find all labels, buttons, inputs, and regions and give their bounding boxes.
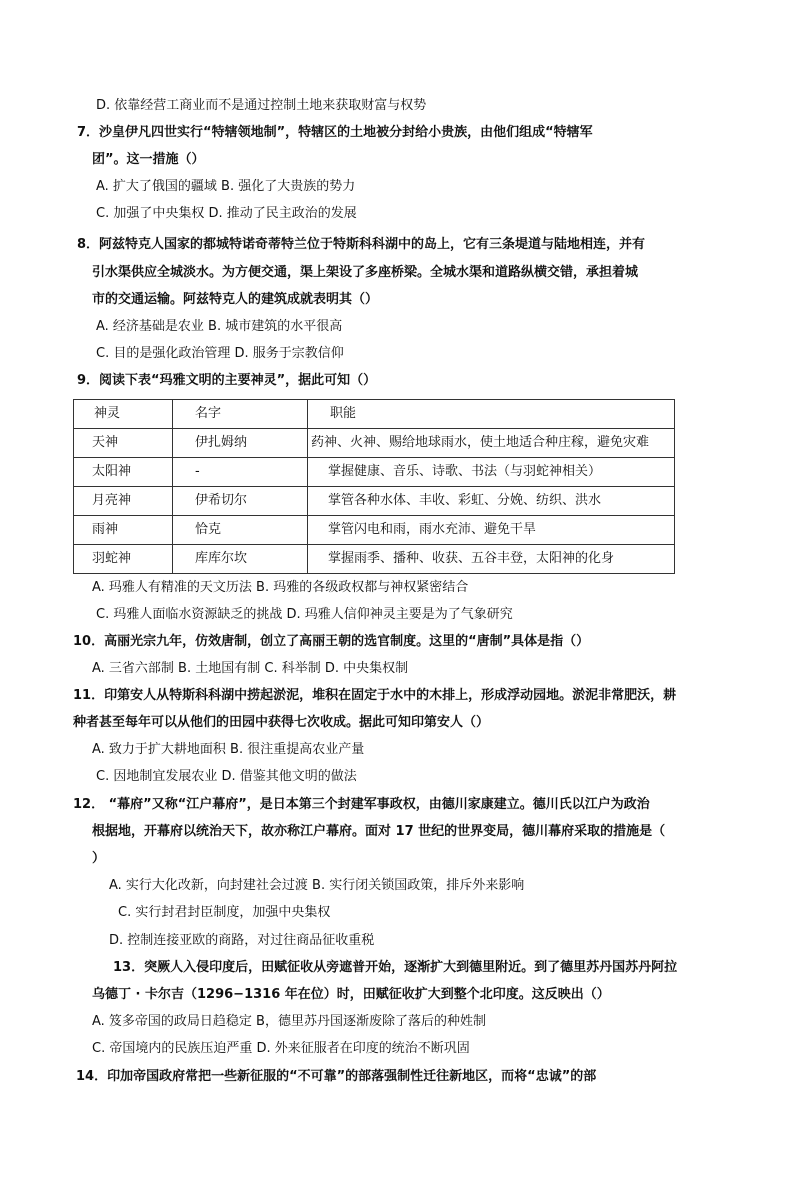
- cell-role: 掌握健康、音乐、诗歌、书法（与羽蛇神相关）: [308, 458, 675, 487]
- cell-role: 掌管闪电和雨，雨水充沛、避免干旱: [308, 516, 675, 545]
- table-header-row: [74, 400, 675, 429]
- q10-options: A. 三省六部制 B. 土地国有制 C. 科举制 D. 中央集权制: [92, 661, 409, 676]
- cell-god: 羽蛇神: [74, 545, 173, 574]
- cell-name: 伊希切尔: [173, 487, 308, 516]
- header-role: 职能: [308, 400, 675, 429]
- cell-role: 掌管各种水体、丰收、彩虹、分娩、纺织、洪水: [308, 487, 675, 516]
- q7-options-cd: C. 加强了中央集权 D. 推动了民主政治的发展: [96, 206, 357, 221]
- cell-god: 雨神: [74, 516, 173, 545]
- cell-role: 掌握雨季、播种、收获、五谷丰登，太阳神的化身: [308, 545, 675, 574]
- header-name: 名字: [173, 400, 308, 429]
- q11-options-cd: C. 因地制宜发展农业 D. 借鉴其他文明的做法: [96, 769, 357, 784]
- q7-stem-line2: 团”。这一措施（）: [92, 152, 205, 167]
- cell-god: 太阳神: [74, 458, 173, 487]
- q11-stem-line1: 11．印第安人从特斯科科湖中捞起淤泥，堆积在固定于水中的木排上，形成浮动园地。淤泥非常肥沃，耕: [73, 688, 677, 703]
- cell-role: 药神、火神、赐给地球雨水，使土地适合种庄稼，避免灾难: [308, 429, 675, 458]
- table-row: [74, 429, 675, 458]
- q8-options-ab: A. 经济基础是农业 B. 城市建筑的水平很高: [96, 319, 343, 334]
- cell-god: 天神: [74, 429, 173, 458]
- cell-name: -: [173, 458, 308, 487]
- cell-name: 恰克: [173, 516, 308, 545]
- q12-stem-line2: 根据地，开幕府以统治天下，故亦称江户幕府。面对 17 世纪的世界变局，德川幕府采取的措施是（: [92, 824, 666, 839]
- q11-stem-line2: 种者甚至每年可以从他们的田园中获得七次收成。据此可知印第安人（）: [73, 715, 490, 730]
- maya-gods-table: [73, 399, 675, 574]
- table-row: [74, 516, 675, 545]
- q8-stem-line3: 市的交通运输。阿兹特克人的建筑成就表明其（）: [92, 292, 379, 307]
- q12-options-ab: A. 实行大化改新，向封建社会过渡 B. 实行闭关锁国政策，排斥外来影响: [109, 878, 525, 893]
- q11-options-ab: A. 致力于扩大耕地面积 B. 很注重提高农业产量: [92, 742, 365, 757]
- q12-stem-line3: ）: [92, 851, 106, 866]
- q10-stem: 10．高丽光宗九年，仿效唐制，创立了高丽王朝的选官制度。这里的“唐制”具体是指（）: [73, 634, 590, 649]
- header-god: 神灵: [74, 400, 173, 429]
- table-row: [74, 545, 675, 574]
- q9-options-ab: A. 玛雅人有精准的天文历法 B. 玛雅的各级政权都与神权紧密结合: [92, 580, 469, 595]
- q9-options-cd: C. 玛雅人面临水资源缺乏的挑战 D. 玛雅人信仰神灵主要是为了气象研究: [96, 607, 513, 622]
- q13-options-ab: A. 笈多帝国的政局日趋稳定 B，德里苏丹国逐渐废除了落后的种姓制: [92, 1014, 486, 1029]
- q13-options-cd: C. 帝国境内的民族压迫严重 D. 外来征服者在印度的统治不断巩固: [92, 1041, 470, 1056]
- q6-option-d: D. 依靠经营工商业而不是通过控制土地来获取财富与权势: [96, 98, 427, 113]
- table-row: [74, 458, 675, 487]
- cell-name: 库库尔坎: [173, 545, 308, 574]
- q12-stem-line1: 12． “幕府”又称“江户幕府”，是日本第三个封建军事政权，由德川家康建立。德川氏以江户为政治: [73, 797, 650, 812]
- q13-stem-line2: 乌德丁 · 卡尔吉（1296−1316 年在位）时，田赋征收扩大到整个北印度。这反映出（）: [92, 987, 610, 1002]
- q12-option-c: C. 实行封君封臣制度，加强中央集权: [118, 905, 331, 920]
- cell-god: 月亮神: [74, 487, 173, 516]
- q9-stem: 9．阅读下表“玛雅文明的主要神灵”，据此可知（）: [77, 373, 377, 388]
- q7-options-ab: A. 扩大了俄国的疆域 B. 强化了大贵族的势力: [96, 179, 356, 194]
- q8-stem-line1: 8．阿兹特克人国家的都城特诺奇蒂特兰位于特斯科科湖中的岛上，它有三条堤道与陆地相连，并有: [77, 237, 646, 252]
- q7-stem-line1: 7．沙皇伊凡四世实行“特辖领地制”，特辖区的土地被分封给小贵族，由他们组成“特辖军: [77, 125, 593, 140]
- q14-stem-line1: 14．印加帝国政府常把一些新征服的“不可靠”的部落强制性迁往新地区，而将“忠诚”的部: [76, 1069, 597, 1084]
- q13-stem-line1: 13．突厥人入侵印度后，田赋征收从旁遮普开始，逐渐扩大到德里附近。到了德里苏丹国苏丹阿拉: [113, 960, 678, 975]
- q8-options-cd: C. 目的是强化政治管理 D. 服务于宗教信仰: [96, 346, 344, 361]
- cell-name: 伊扎姆纳: [173, 429, 308, 458]
- q8-stem-line2: 引水渠供应全城淡水。为方便交通，渠上架设了多座桥梁。全城水渠和道路纵横交错，承担着城: [92, 265, 639, 280]
- table-row: [74, 487, 675, 516]
- q12-option-d: D. 控制连接亚欧的商路，对过往商品征收重税: [109, 933, 375, 948]
